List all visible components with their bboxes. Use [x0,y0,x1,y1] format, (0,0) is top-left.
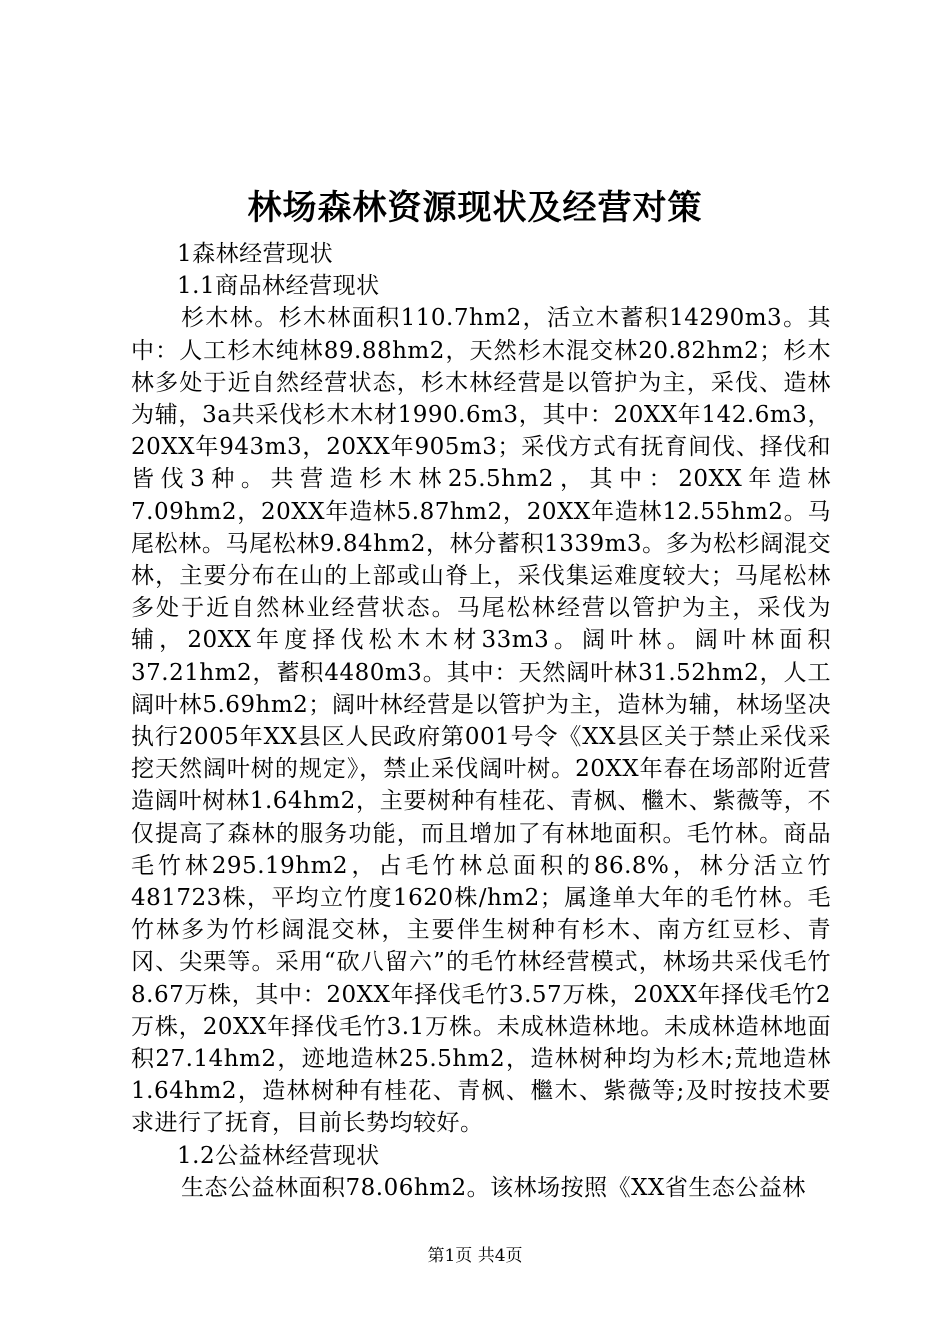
section-heading-1-2: 1.2公益林经营现状 [177,1142,380,1169]
section-1-1-paragraph: 杉木林。杉木林面积110.7hm2，活立木蓄积14290m3。其中：人工杉木纯林89.88hm2，天然杉木混交林20.82hm2；杉木林多处于近自然经营状态，杉木林经营是以管护为主，采伐、造林为辅，3a共采伐杉木木材1990.6m3，其中：20XX年142.6m3，20XX年943m3，20XX年905m3；采伐方式有抚育间伐、择伐和皆伐3种。共营造杉木林25.5hm2，其中：20XX年造林7.09hm2，20XX年造林5.87hm2，20XX年造林12.55hm2。马尾松林。马尾松林9.84hm2，林分蓄积1339m3。多为松杉阔混交林，主要分布在山的上部或山脊上，采伐集运难度较大；马尾松林多处于近自然林业经营状态。马尾松林经营以管护为主，采伐为辅，20XX年度择伐松木木材33m3。阔叶林。阔叶林面积37.21hm2，蓄积4480m3。其中：天然阔叶林31.52hm2，人工阔叶林5.69hm2；阔叶林经营是以管护为主，造林为辅，林场坚决执行2005年XX县区人民政府第001号令《XX县区关于禁止采伐采挖天然阔叶树的规定》，禁止采伐阔叶树。20XX年春在场部附近营造阔叶树林1.64hm2，主要树种有桂花、青枫、檵木、紫薇等，不仅提高了森林的服务功能，而且增加了有林地面积。毛竹林。商品毛竹林295.19hm2，占毛竹林总面积的86.8%，林分活立竹481723株，平均立竹度1620株/hm2；属逢单大年的毛竹林。毛竹林多为竹杉阔混交林，主要伴生树种有杉木、南方红豆杉、青冈、尖栗等。采用“砍八留六”的毛竹林经营模式，林场共采伐毛竹8.67万株，其中：20XX年择伐毛竹3.57万株，20XX年择伐毛竹2万株，20XX年择伐毛竹3.1万株。未成林造林地。未成林造林地面积27.14hm2，迹地造林25.5hm2，造林树种均为杉木;荒地造林1.64hm2，造林树种有桂花、青枫、檵木、紫薇等;及时按技术要求进行了抚育，目前长势均较好。 [131,305,831,1137]
page-footer-indicator: 第1页 共4页 [427,1246,523,1266]
document-title: 林场森林资源现状及经营对策 [247,188,703,228]
section-heading-1: 1森林经营现状 [177,241,334,267]
section-heading-1-1: 1.1商品林经营现状 [177,273,380,300]
document-body [131,238,831,1204]
section-1-2-paragraph: 生态公益林面积78.06hm2。该林场按照《XX省生态公益林 [181,1174,806,1201]
